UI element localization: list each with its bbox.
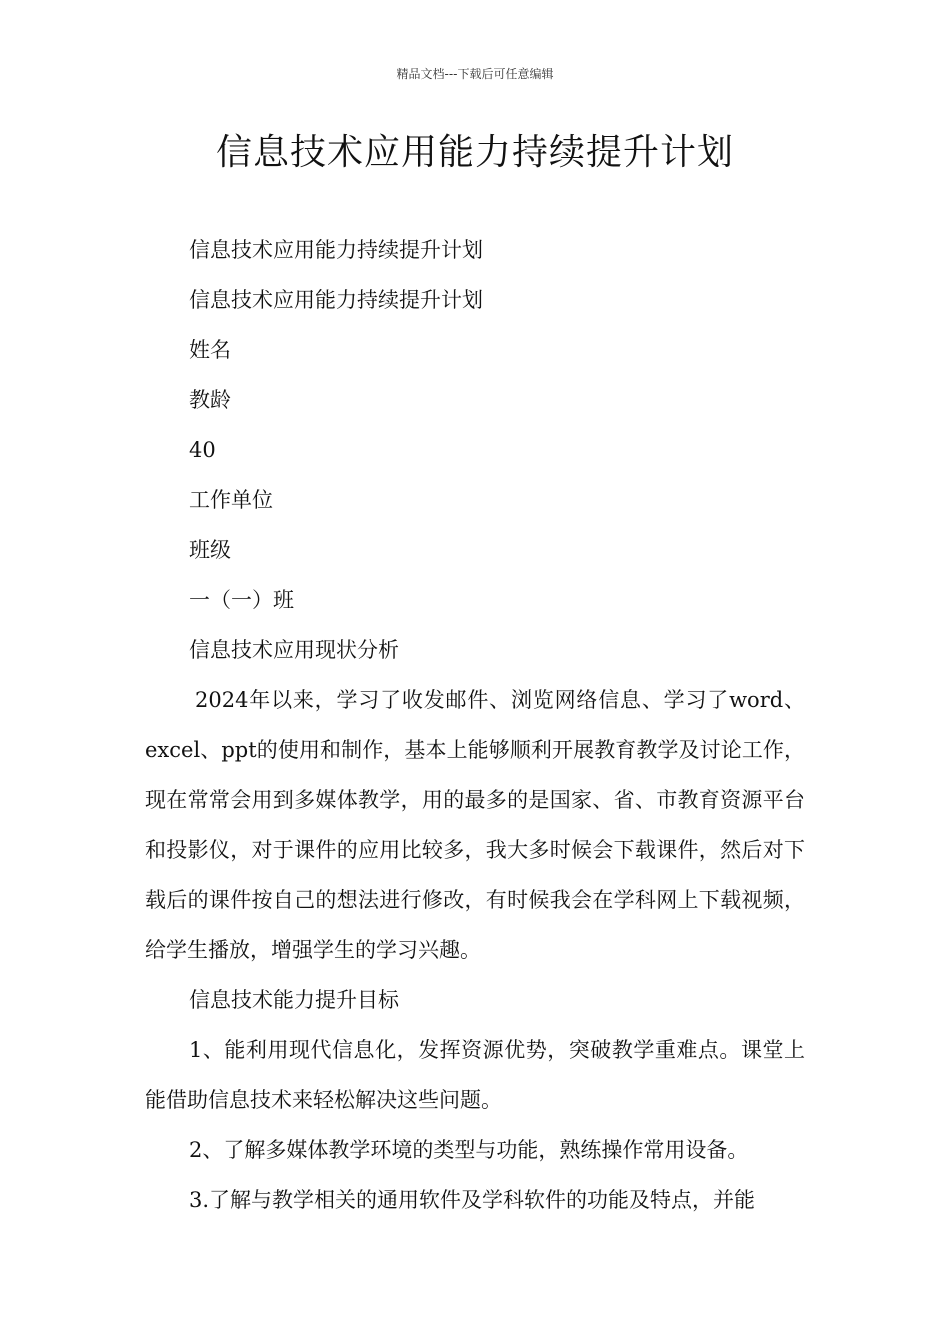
body-line-teaching-years-label: 教龄 <box>189 388 231 412</box>
body-line-work-unit-label: 工作单位 <box>189 488 273 512</box>
body-line-class-value: 一（一）班 <box>189 588 294 612</box>
section-heading-status: 信息技术应用现状分析 <box>189 638 399 662</box>
header-note: 精品文档---下载后可任意编辑 <box>396 67 554 81</box>
paragraph-status-analysis: 2024年以来，学习了收发邮件、浏览网络信息、学习了word、excel、ppt的使用和制作，基本上能够顺利开展教育教学及讨论工作，现在常常会用到多媒体教学，用的最多的是国家、省、市教育资源平台和投影仪，对于课件的应用比较多，我大多时候会下载课件，然后对下载后的课件按自己的想法进行修改，有时候我会在学科网上下载视频，给学生播放，增强学生的学习兴趣。 <box>145 688 805 962</box>
body-line-teaching-years-value: 40 <box>189 438 216 462</box>
goal-item-3: 3.了解与教学相关的通用软件及学科软件的功能及特点，并能 <box>189 1188 756 1212</box>
goal-item-2: 2、了解多媒体教学环境的类型与功能，熟练操作常用设备。 <box>189 1138 749 1162</box>
body-line-class-label: 班级 <box>189 538 231 562</box>
body-line-subtitle-1: 信息技术应用能力持续提升计划 <box>189 238 483 262</box>
body-line-name-label: 姓名 <box>189 338 231 362</box>
document-title: 信息技术应用能力持续提升计划 <box>215 132 734 173</box>
goal-item-1: 1、能利用现代信息化，发挥资源优势，突破教学重难点。课堂上能借助信息技术来轻松解决这些问题。 <box>145 1038 805 1112</box>
document-body <box>145 225 805 1225</box>
section-heading-goals: 信息技术能力提升目标 <box>189 988 399 1012</box>
body-line-subtitle-2: 信息技术应用能力持续提升计划 <box>189 288 483 312</box>
